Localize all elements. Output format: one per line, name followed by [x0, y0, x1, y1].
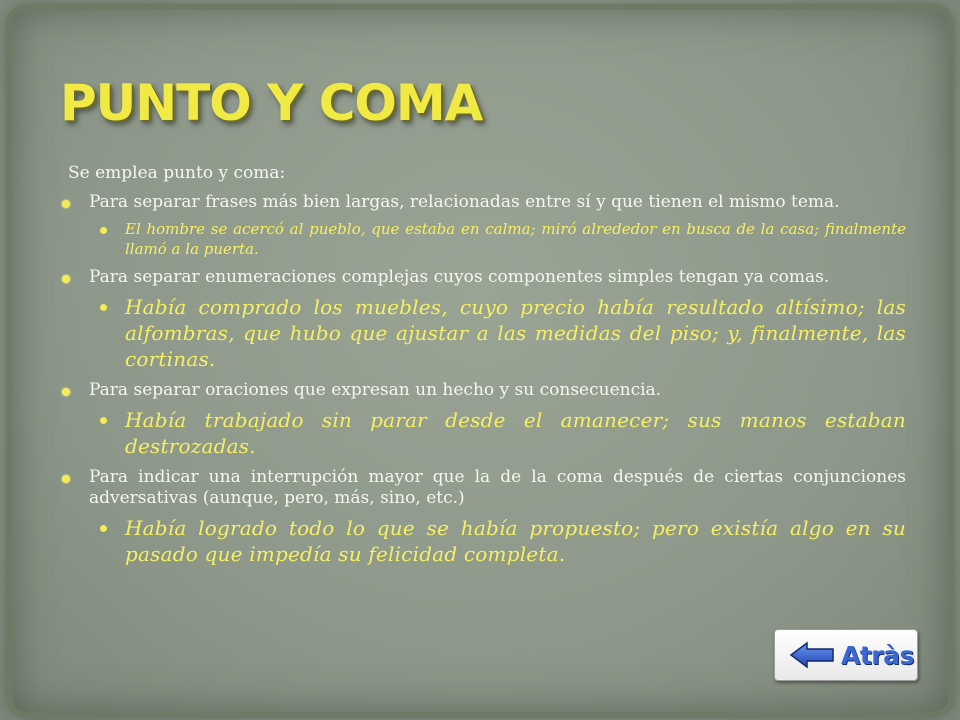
- rule-item: Para separar oraciones que expresan un hecho y su consecuencia.: [60, 380, 906, 401]
- example-item: Había trabajado sin parar desde el amanecer; sus manos estaban destrozadas.: [60, 407, 906, 459]
- intro-text: Se emplea punto y coma:: [68, 163, 286, 183]
- rule-list: [60, 192, 906, 567]
- slide-content: [60, 163, 906, 575]
- back-button[interactable]: [774, 629, 918, 681]
- rule-item: Para indicar una interrupción mayor que la de la coma después de ciertas conjunciones adversativas (aunque, pero, más, sino, etc.): [60, 467, 906, 509]
- back-button-label: Atràs: [841, 640, 914, 670]
- example-item: Había comprado los muebles, cuyo precio había resultado altísimo; las alfombras, que hubo que ajustar a las medidas del piso; y, finalmente, las cortinas.: [60, 294, 906, 372]
- example-item: Había logrado todo lo que se había propuesto; pero existía algo en su pasado que impedía su felicidad completa.: [60, 515, 906, 567]
- rule-item: Para separar frases más bien largas, relacionadas entre sí y que tienen el mismo tema.: [60, 192, 906, 213]
- rule-item: Para separar enumeraciones complejas cuyos componentes simples tengan ya comas.: [60, 267, 906, 288]
- page-title: PUNTO Y COMA: [60, 74, 483, 132]
- arrow-left-icon: [789, 641, 835, 669]
- example-item: El hombre se acercó al pueblo, que estaba en calma; miró alrededor en busca de la casa; finalmente llamó a la puerta.: [60, 219, 906, 259]
